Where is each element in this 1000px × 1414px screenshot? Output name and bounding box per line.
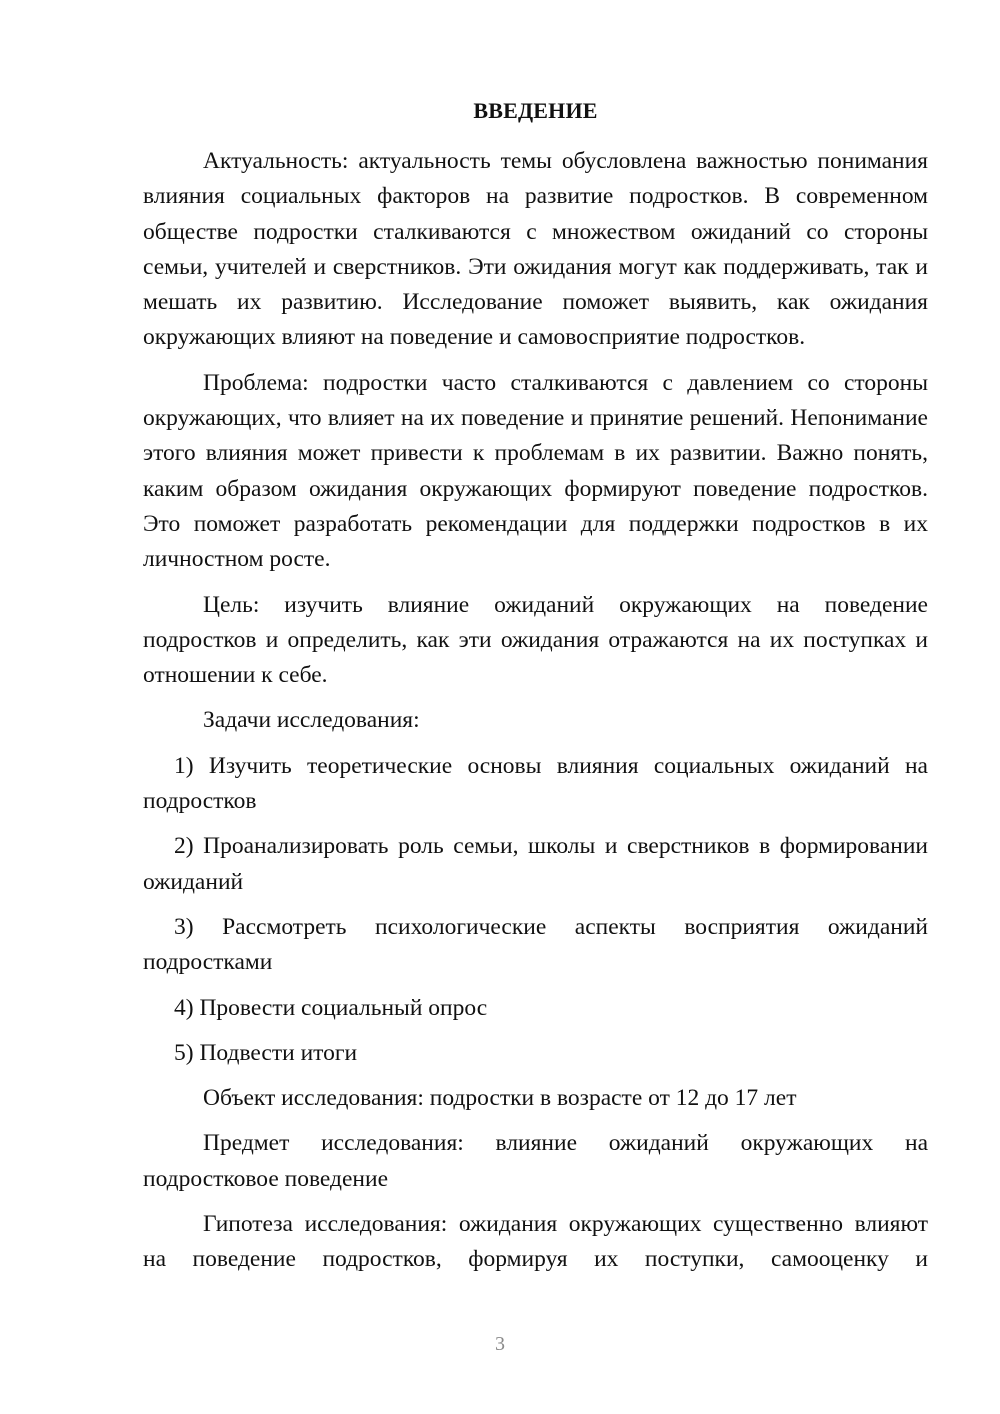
task-item: 4) Провести социальный опрос [174, 994, 488, 1021]
subject-paragraph: Предмет исследования: влияние ожиданий окружающих на подростковое поведение [143, 1130, 928, 1192]
task-item: 1) Изучить теоретические основы влияния социальных ожиданий на подростков [143, 752, 928, 815]
task-item: 5) Подвести итоги [174, 1039, 358, 1066]
goal-paragraph: Цель: изучить влияние ожиданий окружающих на поведение подростков и определить, как эти ожидания отражаются на их поступках и отношении к себе. [143, 591, 928, 689]
hypothesis-paragraph: Гипотеза исследования: ожидания окружающих существенно влияют на поведение подростков, формируя их поступки, самооценку и [143, 1211, 928, 1273]
section-title: ВВЕДЕНИЕ [473, 98, 598, 123]
page-number: 3 [495, 1333, 505, 1355]
relevance-paragraph: Актуальность: актуальность темы обусловлена важностью понимания влияния социальных факторов на развитие подростков. В современном обществе подростки сталкиваются с множеством ожиданий со стороны семьи, учителей и сверстников. Эти ожидания могут как поддерживать, так и мешать их развитию. Исследование поможет выявить, как ожидания окружающих влияют на поведение и самовосприятие подростков. [143, 148, 928, 351]
tasks-heading: Задачи исследования: [203, 707, 420, 734]
task-item: 3) Рассмотреть психологические аспекты восприятия ожиданий подростками [143, 913, 928, 976]
task-item: 2) Проанализировать роль семьи, школы и сверстников в формировании ожиданий [143, 833, 928, 895]
object-paragraph: Объект исследования: подростки в возрасте от 12 до 17 лет [203, 1085, 797, 1112]
document-page [143, 96, 928, 1288]
problem-paragraph: Проблема: подростки часто сталкиваются с давлением со стороны окружающих, что влияет на их поведение и принятие решений. Непонимание этого влияния может привести к проблемам в их развитии. Важно понять, каким образом ожидания окружающих формируют поведение подростков. Это поможет разработать рекомендации для поддержки подростков в их личностном росте. [143, 369, 928, 573]
